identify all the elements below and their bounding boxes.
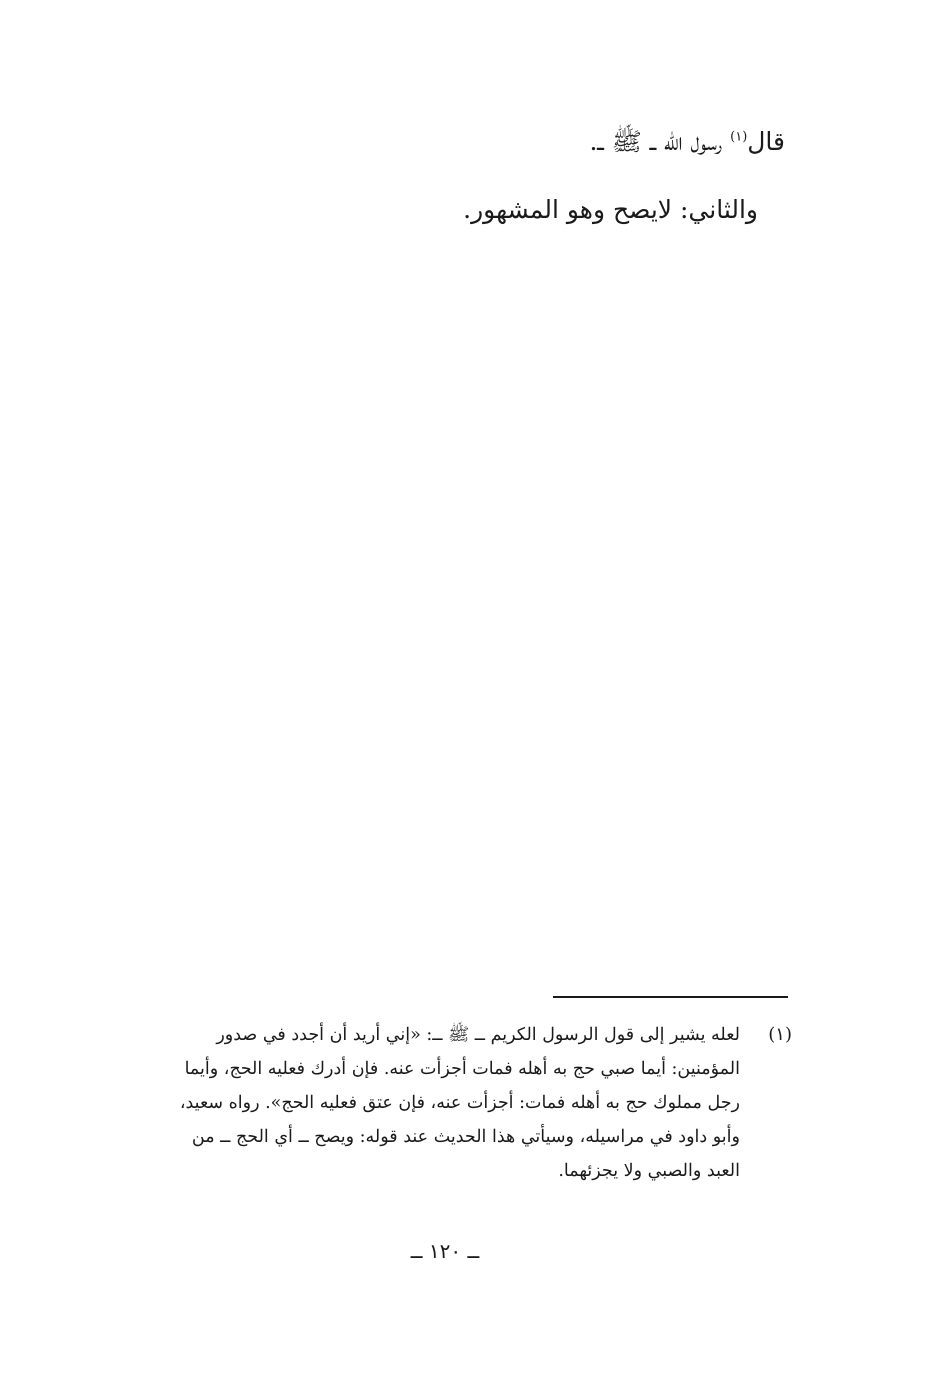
page-number: ــ ١٢٠ ــ [410,1239,480,1263]
footnote [125,1018,790,1188]
body-line-1-start: قال [747,127,785,156]
footnote-reference[interactable]: (١) [730,129,748,145]
footnote-line: المؤمنين: أيما صبي حج به أهله فمات أجزأت عنه. فإن أدرك فعليه الحج، وأيما [184,1059,740,1079]
body-line-2: والثاني: لايصح وهو المشهور. [463,195,758,224]
footnote-line: وأبو داود في مراسيله، وسيأتي هذا الحديث عند قوله: ويصح ــ أي الحج ــ من [191,1127,740,1147]
footnote-separator [553,996,788,998]
footnote-line: لعله يشير إلى قول الرسول الكريم ــ ﷺ ــ: «إني أريد أن أجدد في صدور [216,1025,740,1045]
body-line-1-end: رسول الله ــ ﷺ ــ. [589,127,731,156]
footnote-line: العبد والصبي ولا يجزئهما. [558,1161,740,1181]
body-line-1 [145,112,785,172]
footnote-text [125,1018,740,1188]
footnote-line: رجل مملوك حج به أهله فمات: أجزأت عنه، فإن عتق فعليه الحج». رواه سعيد، [179,1093,740,1113]
footnote-number: (١) [768,1024,792,1045]
